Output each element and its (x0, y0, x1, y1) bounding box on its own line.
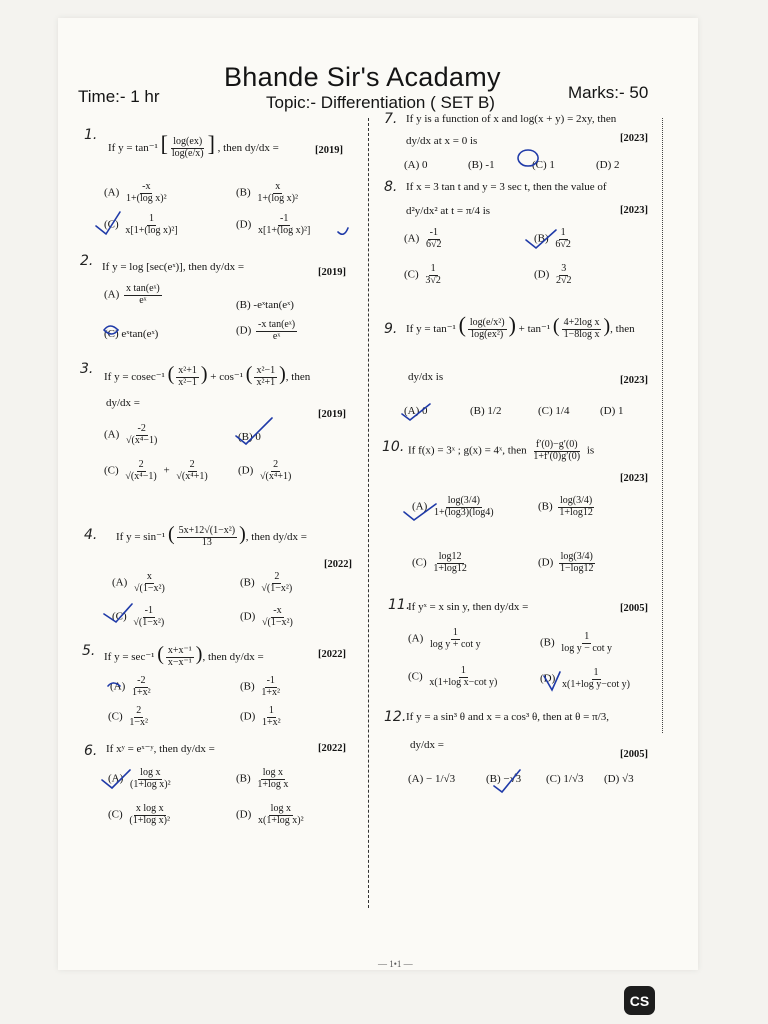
q6-year: [2022] (318, 743, 346, 754)
q8-year: [2023] (620, 205, 648, 216)
q6-option-a: (A) $\frac{\text{log x}}{\text{(1+log x)²}}$ (108, 767, 171, 790)
q8-number: 8. (384, 179, 398, 195)
time-label: Time:- 1 hr (78, 87, 160, 106)
q7-stem: If y is a function of x and log(x + y) = 2xy, then (406, 113, 617, 125)
q12-stem: If y = a sin³ θ and x = a cos³ θ, then at θ = π/3, (406, 711, 609, 723)
q8-stem: If x = 3 tan t and y = 3 sec t, then the value of (406, 181, 607, 193)
q10-option-c: (C) $\frac{\log 12}{1+\log 12}$ (412, 551, 467, 574)
q1-option-d: (D) $\frac{-1}{\text{x[1+(log x)²]}}$ (236, 213, 311, 236)
q12-option-c: (C) 1/√3 (546, 773, 584, 785)
q11-option-d: (D) $\frac{1}{\text{x(1+log y−cot y)}}$ (540, 667, 630, 690)
q4-option-d: (D) $\frac{-x}{\text{√(1−x²)}}$ (240, 605, 293, 628)
q6-stem: If xʸ = eˣ⁻ʸ, then dy/dx = (106, 743, 215, 755)
q9-stem: If y = tan⁻¹ ( $\frac{\text{log(e/x²)}}{\text{log(ex²)}}$ ) + tan⁻¹ ( $\frac{\text{4+2log x}}{\text{1−8log x}}$ ), then (406, 312, 635, 340)
q5-option-b: (B) $\frac{-1}{\text{1+x²}}$ (240, 675, 281, 698)
q5-year: [2022] (318, 649, 346, 660)
q6-option-c: (C) $\frac{\text{x log x}}{\text{(1+log x)²}}$ (108, 803, 170, 826)
q11-year: [2005] (620, 603, 648, 614)
camscanner-logo: CS (624, 986, 655, 1015)
column-divider (368, 118, 369, 908)
q4-option-a: (A) $\frac{x}{\text{√(1−x²)}}$ (112, 571, 165, 594)
q6-option-b: (B) $\frac{\text{log x}}{\text{1+log x}}$ (236, 767, 289, 790)
q3-option-d: (D) $\frac{2}{\text{√(x⁴+1)}}$ (238, 459, 292, 482)
q7-option-c: (C) 1 (532, 159, 555, 171)
right-margin-dots (662, 118, 663, 733)
q10-number: 10. (382, 439, 405, 455)
q11-option-c: (C) $\frac{1}{\text{x(1+log x−cot y)}}$ (408, 665, 498, 688)
q5-stem: If y = sec⁻¹ ( $\frac{\text{x+x⁻¹}}{\text{x−x⁻¹}}$ ), then dy/dx = (104, 643, 264, 668)
q5-option-d: (D) $\frac{1}{\text{1+x²}}$ (240, 705, 281, 728)
q1-option-b: (B) $\frac{x}{\text{1+(log x)²}}$ (236, 181, 298, 204)
q10-option-d: (D) $\frac{\log(3/4)}{1-\log 12}$ (538, 551, 594, 574)
q4-year: [2022] (324, 559, 352, 570)
q1-year: [2019] (315, 145, 343, 156)
q12-option-b: (B) −√3 (486, 773, 522, 785)
q7-year: [2023] (620, 133, 648, 144)
q11-number: 11. (388, 597, 411, 613)
q9-option-d: (D) 1 (600, 405, 624, 417)
q2-option-d: (D) $\frac{\text{-x tan(eˣ)}}{\text{eˣ}}$ (236, 319, 296, 342)
q12-option-a: (A) − 1/√3 (408, 773, 456, 785)
q7-option-a: (A) 0 (404, 159, 428, 171)
q9-year: [2023] (620, 375, 648, 386)
q3-number: 3. (80, 361, 94, 377)
q3-year: [2019] (318, 409, 346, 420)
q3-option-a: (A) $\frac{-2}{\text{√(x⁴−1)}}$ (104, 423, 158, 446)
q8-option-b: (B) $\frac{1}{6√2}$ (534, 227, 571, 250)
q4-number: 4. (84, 527, 98, 543)
q10-option-b: (B) $\frac{\log(3/4)}{1+\log 12}$ (538, 495, 593, 518)
q2-stem: If y = log [sec(eˣ)], then dy/dx = (102, 261, 245, 273)
q7-option-b: (B) -1 (468, 159, 495, 171)
q10-stem: If f(x) = 3ˣ ; g(x) = 4ˣ, then $\frac{f'(0)-g'(0)}{1+f'(0)g'(0)}$ is (408, 439, 595, 462)
q2-option-c: (C) eˣtan(eˣ) (104, 328, 159, 340)
q10-option-a: (A) $\frac{\log(3/4)}{1+(\log 3)(\log 4)}$ (412, 495, 494, 518)
q11-option-a: (A) $\frac{1}{\text{log y + cot y}}$ (408, 627, 481, 650)
q7-stem-line2: dy/dx at x = 0 is (406, 135, 478, 147)
q4-option-b: (B) $\frac{2}{\text{√(1−x²)}}$ (240, 571, 293, 594)
page-title: Bhande Sir's Acadamy (224, 62, 501, 92)
q5-option-c: (C) $\frac{2}{\text{1−x²}}$ (108, 705, 149, 728)
q4-stem: If y = sin⁻¹ ( $\frac{\text{5x+12√(1−x²)}}{13}$ ), then dy/dx = (116, 523, 307, 548)
q1-number: 1. (84, 127, 98, 143)
q3-option-c: (C) $\frac{2}{\text{√(x⁴−1)}}$ + $\frac{2}{\text{√(x⁴+1)}}$ (104, 459, 208, 482)
q2-number: 2. (80, 253, 94, 269)
q11-stem: If yˣ = x sin y, then dy/dx = (408, 601, 529, 613)
q12-year: [2005] (620, 749, 648, 760)
q5-number: 5. (82, 643, 96, 659)
q2-option-b: (B) -eˣtan(eˣ) (236, 299, 294, 311)
q12-option-d: (D) √3 (604, 773, 634, 785)
q5-option-a: (A) $\frac{-2}{\text{1+x²}}$ (110, 675, 151, 698)
q9-option-a: (A) 0 (404, 405, 428, 417)
q11-option-b: (B) $\frac{1}{\text{log y − cot y}}$ (540, 631, 613, 654)
q3-option-b: (B) 0 (238, 431, 261, 443)
q8-option-a: (A) $\frac{-1}{6√2}$ (404, 227, 442, 250)
q4-option-c: (C) $\frac{-1}{\text{√(1−x²)}}$ (112, 605, 165, 628)
q2-year: [2019] (318, 267, 346, 278)
q7-option-d: (D) 2 (596, 159, 620, 171)
q10-year: [2023] (620, 473, 648, 484)
q9-option-c: (C) 1/4 (538, 405, 570, 417)
page-mark: — 1•1 — (378, 959, 413, 969)
q2-option-a: (A) $\frac{\text{x tan(eˣ)}}{\text{eˣ}}$ (104, 283, 160, 306)
q9-option-b: (B) 1/2 (470, 405, 502, 417)
q12-stem-line2: dy/dx = (410, 739, 445, 751)
q1-option-a: (A) $\frac{-x}{\text{1+(log x)²}}$ (104, 181, 167, 204)
q3-stem: If y = cosec⁻¹ ( $\frac{\text{x²+1}}{\text{x²−1}}$ ) + cos⁻¹ ( $\frac{\text{x²−1}}{\text{x²+1}}$ ), then (104, 363, 311, 388)
marks-label: Marks:- 50 (568, 83, 649, 102)
q9-stem-line2: dy/dx is (408, 371, 444, 383)
q6-option-d: (D) $\frac{\text{log x}}{\text{x(1+log x)²}}$ (236, 803, 304, 826)
topic-label: Topic:- Differentiation ( SET B) (266, 93, 495, 112)
q8-option-c: (C) $\frac{1}{3√2}$ (404, 263, 441, 286)
q1-option-c: (C) $\frac{1}{\text{x[1+(log x)²]}}$ (104, 213, 178, 236)
q12-number: 12. (384, 709, 407, 725)
q8-option-d: (D) $\frac{3}{2√2}$ (534, 263, 572, 286)
q6-number: 6. (84, 743, 98, 759)
q8-stem-line2: d²y/dx² at t = π/4 is (406, 205, 491, 217)
q1-stem: If y = tan⁻¹ [ $\frac{\log(ex)}{\log(e/x)}$ ] , then dy/dx = (108, 131, 279, 159)
q7-number: 7. (384, 111, 398, 127)
q9-number: 9. (384, 321, 398, 337)
q3-stem-line2: dy/dx = (106, 397, 141, 409)
